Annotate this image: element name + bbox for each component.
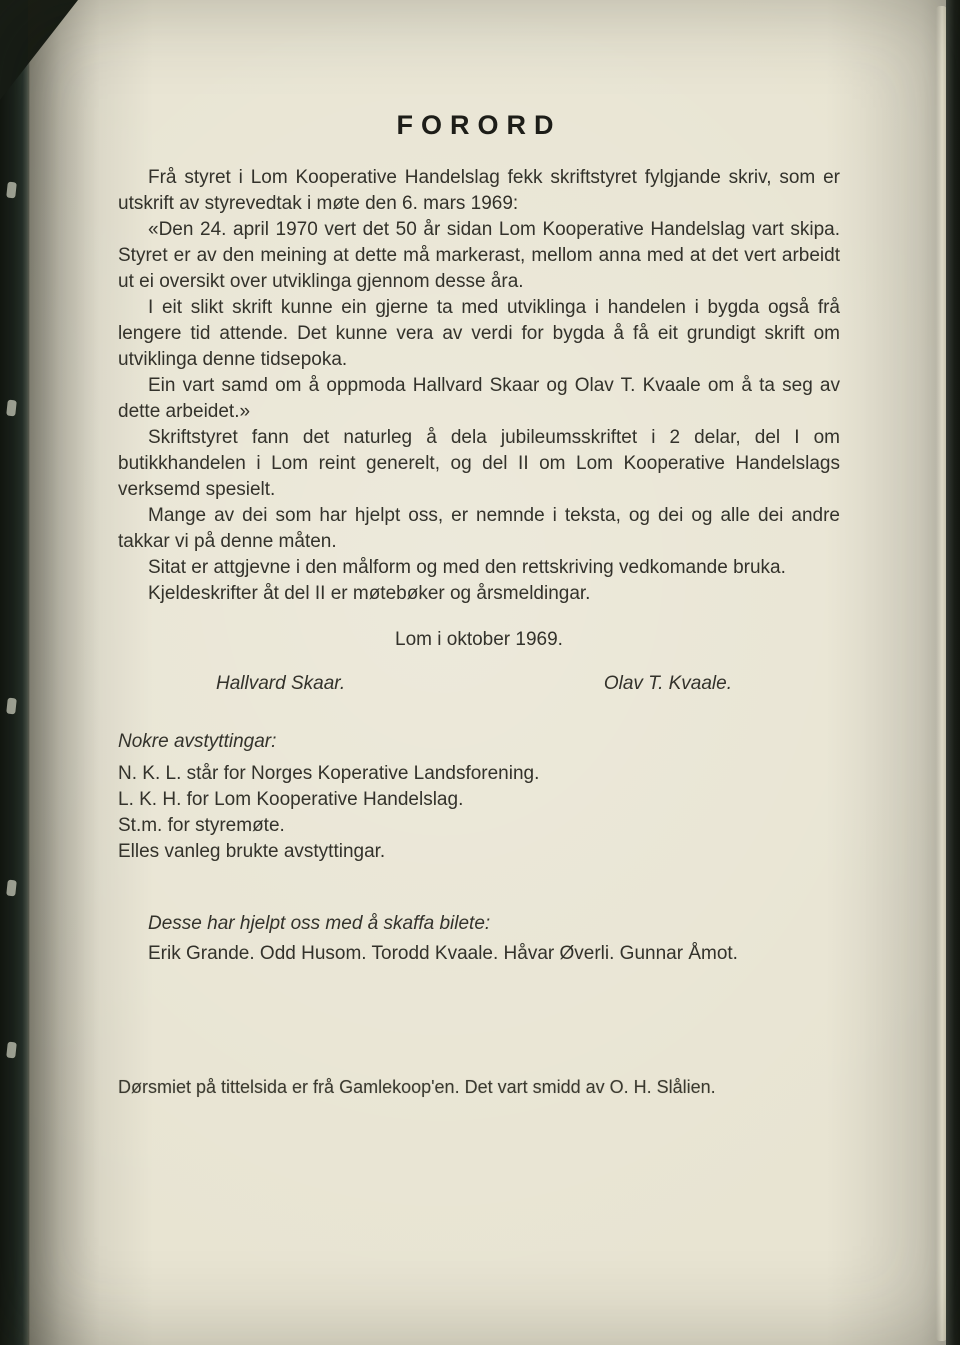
book-binding — [0, 0, 30, 1345]
body-text — [118, 165, 840, 607]
abbreviations-block — [118, 729, 840, 865]
paragraph: Skriftstyret fann det naturleg å dela jubileumsskriftet i 2 delar, del I om butikkhandelen i Lom reint generelt, og del II om Lom Kooperative Handelslags verksemd spesielt. — [118, 427, 840, 500]
abbreviations-heading: Nokre avstyttingar: — [118, 731, 277, 752]
credits-names: Erik Grande. Odd Husom. Torodd Kvaale. Håvar Øverli. Gunnar Åmot. — [148, 943, 738, 964]
paragraph: I eit slikt skrift kunne ein gjerne ta med utviklinga i handelen i bygda også frå lengere tid attende. Det kunne vera av verdi for bygda å få eit grundigt skrift om utviklinga denne tidsepoka. — [118, 297, 840, 370]
binding-shadow — [28, 0, 100, 1345]
credits-block — [118, 909, 840, 969]
cover-corner — [0, 0, 78, 100]
paragraph: Sitat er attgjevne i den målform og med den rettskriving vedkomande bruka. — [148, 557, 786, 578]
signature-right: Olav T. Kvaale. — [603, 673, 732, 694]
signatures — [118, 673, 840, 695]
abbreviation-line: N. K. L. står for Norges Koperative Landsforening. — [118, 763, 540, 784]
abbreviation-line: St.m. for styremøte. — [118, 815, 285, 836]
binding-stitch — [6, 182, 17, 199]
page-title: FORORD — [396, 110, 562, 140]
binding-stitch — [6, 880, 17, 897]
binding-stitch — [6, 1042, 17, 1059]
credits-heading: Desse har hjelpt oss med å skaffa bilete: — [148, 913, 491, 934]
abbreviation-line: L. K. H. for Lom Kooperative Handelslag. — [118, 789, 464, 810]
paragraph: Kjeldeskrifter åt del II er møtebøker og årsmeldingar. — [148, 583, 591, 604]
page-content — [118, 0, 840, 1098]
book-edge-right — [946, 0, 960, 1345]
dateline: Lom i oktober 1969. — [395, 629, 563, 650]
abbreviation-line: Elles vanleg brukte avstyttingar. — [118, 841, 386, 862]
paragraph: Ein vart samd om å oppmoda Hallvard Skaar og Olav T. Kvaale om å ta seg av dette arbeidet.» — [118, 375, 840, 422]
paragraph: «Den 24. april 1970 vert det 50 år sidan Lom Kooperative Handelslag vart skipa. Styret er av den meining at dette må markerast, mellom anna med at det vert arbeidt ut ei oversikt over utviklinga gjennom desse åra. — [118, 219, 840, 292]
paragraph: Mange av dei som har hjelpt oss, er nemnde i teksta, og dei og alle dei andre takkar vi på denne måten. — [118, 505, 840, 552]
signature-left: Hallvard Skaar. — [216, 673, 346, 694]
paragraph: Frå styret i Lom Kooperative Handelslag fekk skriftstyret fylgjande skriv, som er utskrift av styrevedtak i møte den 6. mars 1969: — [118, 167, 840, 214]
footnote: Dørsmiet på tittelsida er frå Gamlekoop'en. Det vart smidd av O. H. Slålien. — [118, 1077, 716, 1097]
binding-stitch — [6, 698, 17, 715]
binding-stitch — [6, 400, 17, 417]
